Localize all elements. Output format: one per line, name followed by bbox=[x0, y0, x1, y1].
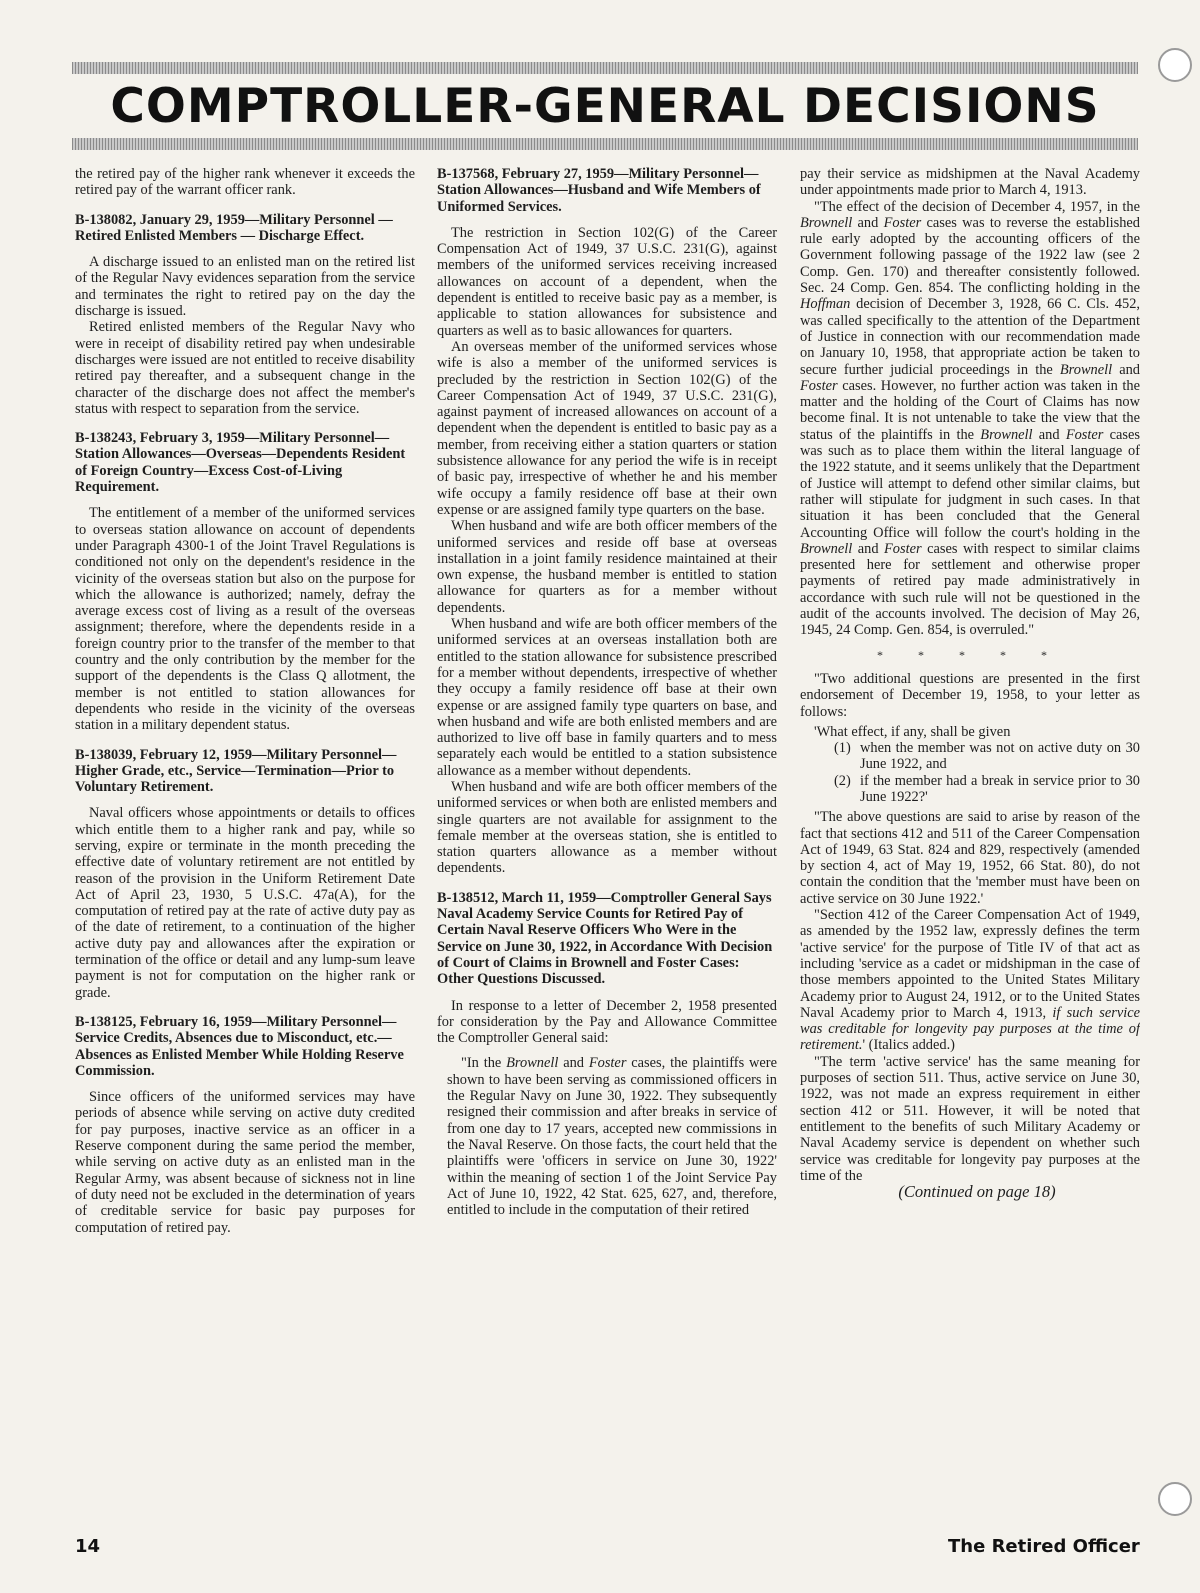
paragraph: Retired enlisted members of the Regular Navy who were in receipt of disability retired pay when undesirable discharges were issued are not entitled to receive disability retired pay thereafter, and a subsequent change in the character of the discharge does not affect the member's status with respect to separation from the service. bbox=[75, 319, 415, 417]
paragraph: When husband and wife are both officer members of the uniformed services at an overseas installation both are entitled to the station allowance for subsistence prescribed for a member without dependents, irrespective of whether they occupy a family residence off base at their own expense or are assigned family type quarters on base, and when husband and wife are both enlisted members and are authorized to live off base in family quarters and to mess separately each would be entitled to a station subsistence allowance as a member without dependents. bbox=[437, 616, 777, 779]
paragraph: "Section 412 of the Career Compensation Act of 1949, as amended by the 1952 law, expressly defines the term 'active service' for the purpose of Title IV of that act as including 'service as a cadet or midshipman in the case of those members appointed to the United States Military Academy prior to August 24, 1912, or to the United States Naval Academy prior to March 4, 1913, if such service was creditable for longevity pay purposes at the time of retirement.' (Italics added.) bbox=[800, 907, 1140, 1054]
decision-heading: B-138243, February 3, 1959—Military Personnel—Station Allowances—Overseas—Dependents Resident of Foreign Country—Excess Cost-of-Living Requirement. bbox=[75, 430, 406, 496]
column-3 bbox=[800, 166, 1140, 1526]
page-title: COMPTROLLER-GENERAL DECISIONS bbox=[110, 79, 1100, 134]
quoted-paragraph: "In the Brownell and Foster cases, the plaintiffs were shown to have been serving as commissioned officers in the Regular Navy on June 30, 1922. They subsequently resigned their commission and after breaks in service of from one day to 17 years, accepted new commissions in the Naval Reserve. On those facts, the court held that the plaintiffs were 'officers in service on June 30, 1922' within the meaning of section 1 of the Joint Service Pay Act of June 10, 1922, 42 Stat. 625, 627, and, therefore, entitled to include in the computation of their retired bbox=[447, 1055, 777, 1219]
paragraph: "The term 'active service' has the same meaning for purposes of section 511. Thus, active service on June 30, 1922, was not made an express requirement in either section 412 or 511. However, it will be noted that entitlement to the benefits of such Military Academy or Naval Academy service is dependent on whether such service was creditable for longevity pay purposes at the time of the bbox=[800, 1053, 1140, 1184]
paragraph: Naval officers whose appointments or details to offices which entitle them to a higher rank and pay, while so serving, expire or terminate in the month preceding the effective date of voluntary retirement are not entitled by reason of the provision in the Uniform Retirement Date Act of April 23, 1930, 5 U.S.C. 47a(A), for the computation of retired pay at the rate of active duty pay as of the date of retirement, to a continuation of the higher active duty pay and allowances after the expiration or termination of the office or detail and any lump-sum leave payment is not for computation on the higher rank or grade. bbox=[75, 805, 415, 1001]
list-item: (1) when the member was not on active duty on 30 June 1922, and bbox=[834, 740, 1140, 773]
paragraph: In response to a letter of December 2, 1958 presented for consideration by the Pay and Allowance Committee the Comptroller General said: bbox=[437, 997, 777, 1047]
decision-heading: B-138082, January 29, 1959—Military Personnel — Retired Enlisted Members — Discharge Effect. bbox=[75, 211, 393, 244]
decision-heading: B-138039, February 12, 1959—Military Personnel—Higher Grade, etc., Service—Termination—Prior to Voluntary Retirement. bbox=[75, 746, 397, 796]
section-break-stars: * * * * * bbox=[877, 647, 1063, 662]
page-number: 14 bbox=[75, 1536, 101, 1557]
masthead-bottom-rule bbox=[72, 138, 1138, 150]
paragraph: "The above questions are said to arise by reason of the fact that sections 412 and 511 of the Career Compensation Act of 1949, 63 Stat. 824 and 829, respectively (amended by section 4, act of May 19, 1952, 66 Stat. 80), do not contain the condition that the 'member must have been on active service on 30 June 1922.' bbox=[800, 809, 1140, 907]
paragraph: 'What effect, if any, shall be given bbox=[814, 723, 1011, 740]
list-item: (2) if the member had a break in service prior to 30 June 1922?' bbox=[834, 772, 1140, 805]
masthead-top-rule bbox=[72, 62, 1138, 74]
paragraph: An overseas member of the uniformed services whose wife is also a member of the uniformed services is precluded by the restriction in Section 102(G) of the Career Compensation Act of 1949, 37 U.S.C. 231(G), against payment of increased allowances on account of a dependent when the dependent is entitled to basic pay as a member, from receiving either a station quarters or station subsistence allowance for any period the wife is in receipt of basic pay, irrespective of whether he and his member wife occupy a family residence off base at their own expense or are assigned family type quarters on the base. bbox=[437, 338, 777, 518]
binder-hole-top bbox=[1158, 48, 1192, 82]
paragraph: A discharge issued to an enlisted man on the retired list of the Regular Navy evidences separation from the service and terminates the right to retired pay on the day the discharge is issued. bbox=[75, 254, 415, 320]
decision-heading: B-137568, February 27, 1959—Military Personnel—Station Allowances—Husband and Wife Members of Uniformed Services. bbox=[437, 166, 761, 215]
paragraph: The restriction in Section 102(G) of the Career Compensation Act of 1949, 37 U.S.C. 231(G), against members of the uniformed services receiving increased allowances on account of a dependent, when the dependent is entitled to receive basic pay as a member, is applicable to station allowances for subsistence and quarters as well as to basic allowances for quarters. bbox=[437, 224, 777, 339]
paragraph: When husband and wife are both officer members of the uniformed services and reside off base at overseas installation in a joint family residence maintained at their own expense, the husband member is entitled to station allowance for quarters as for a member without dependents. bbox=[437, 518, 777, 616]
publication-name: The Retired Officer bbox=[948, 1536, 1140, 1557]
paragraph: When husband and wife are both officer members of the uniformed services or when both are enlisted members and single quarters are not available for assignment to the female member at the overseas station, she is entitled to station quarters allowance as a member without dependents. bbox=[437, 778, 777, 877]
continued-note: (Continued on page 18) bbox=[898, 1182, 1056, 1202]
column-1 bbox=[75, 166, 415, 1526]
binder-hole-bottom bbox=[1158, 1482, 1192, 1516]
paragraph: the retired pay of the higher rank whenever it exceeds the retired pay of the warrant officer rank. bbox=[75, 166, 415, 199]
decision-heading: B-138125, February 16, 1959—Military Personnel—Service Credits, Absences due to Misconduct, etc.—Absences as Enlisted Member While Holding Reserve Commission. bbox=[75, 1013, 404, 1079]
paragraph: "Two additional questions are presented in the first endorsement of December 19, 1958, to your letter as follows: bbox=[800, 670, 1140, 720]
paragraph: pay their service as midshipmen at the Naval Academy under appointments made prior to March 4, 1913. bbox=[800, 166, 1140, 199]
paragraph: The entitlement of a member of the uniformed services to overseas station allowance on account of dependents under Paragraph 4300-1 of the Joint Travel Regulations is conditioned not only on the dependent's residence in the vicinity of the overseas station but also on the purpose for which the allowance is authorized; namely, defray the average excess cost of living as a result of the overseas assignment; therefore, where the dependents reside in a foreign country prior to the transfer of the member to that country and the only contribution by the member for the support of the dependents is the Class Q allotment, the member is not entitled to station allowances for dependents who reside in the vicinity of the overseas station in a military dependent status. bbox=[75, 505, 415, 734]
column-2 bbox=[437, 166, 777, 1526]
decision-heading: B-138512, March 11, 1959—Comptroller General Says Naval Academy Service Counts for Retired Pay of Certain Naval Reserve Officers Who Were in the Service on June 30, 1922, in Accordance With Decision of Court of Claims in Brownell and Foster Cases: Other Questions Discussed. bbox=[437, 889, 773, 988]
paragraph: Since officers of the uniformed services may have periods of absence while serving on active duty credited for pay purposes, inactive service as an officer in a Reserve component during the same period the member, while serving on active duty as an enlisted man in the Regular Army, was absent because of sickness not in line of duty need not be excluded in the determination of years of creditable service for basic pay purposes for computation of retired pay. bbox=[75, 1089, 415, 1236]
quoted-paragraph: "The effect of the decision of December 4, 1957, in the Brownell and Foster cases was to reverse the established rule early adopted by the accounting officers of the Government following passage of the 1922 law (see 2 Comp. Gen. 170) and thereafter consistently followed. Sec. 24 Comp. Gen. 854. The conflicting holding in the Hoffman decision of December 3, 1928, 66 C. Cls. 452, was called specifically to the attention of the Department of Justice in connection with our recommendation made on January 10, 1958, that appropriate action be taken to secure further judicial proceedings in the Brownell and Foster cases. However, no further action was taken in the matter and the holding of the Court of Claims has now become final. It is not untenable to take the view that the status of the plaintiffs in the Brownell and Foster cases was such as to place them within the literal language of the 1922 statute, and it seems unlikely that the Department of Justice will attempt to defend other similar claims, but rather will stipulate for judgment in such cases. In that situation it has been concluded that the General Accounting Office will follow the court's holding in the Brownell and Foster cases with respect to similar claims presented here for settlement and otherwise proper payments of retired pay made administratively in accordance with such rule will not be questioned in the audit of the accounts involved. The decision of May 26, 1945, 24 Comp. Gen. 854, is overruled." bbox=[800, 198, 1140, 639]
